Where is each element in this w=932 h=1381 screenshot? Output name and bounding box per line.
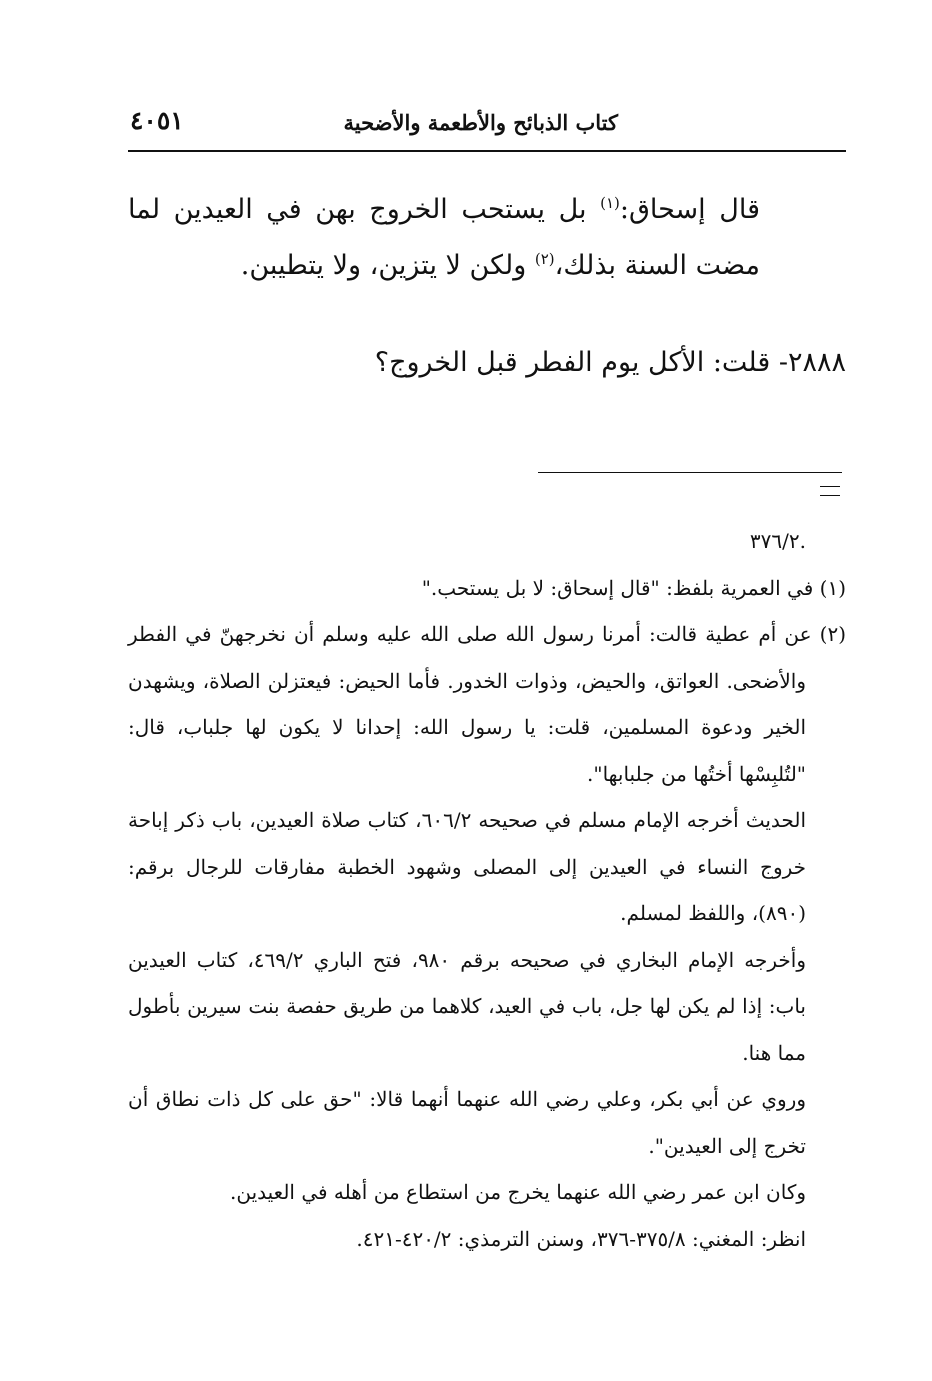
running-title: كتاب الذبائح والأطعمة والأضحية: [343, 110, 618, 135]
paragraph-part-2: بل يستحب الخروج بهن في العيدين لما مضت السنة بذلك،: [128, 194, 760, 281]
footnote-2-paragraph-5: وكان ابن عمر رضي الله عنهما يخرج من استطاع من أهله في العيدين.: [229, 1180, 806, 1204]
footnote-1: [128, 565, 846, 612]
footnote-2-label: (٢): [819, 622, 846, 646]
header-rule: [128, 150, 846, 152]
footnote-1-text: في العمرية بلفظ: "قال إسحاق: لا بل يستحب.": [421, 575, 814, 600]
footnote-2-paragraph-4: وروي عن أبي بكر، وعلي رضي الله عنهما أنهما قالا: "حق على كل ذات نطاق أن تخرج إلى العيدين".: [128, 1087, 807, 1158]
page-number: ٤٠٥١: [130, 106, 184, 135]
footnote-continuation: .٣٧٦/٢: [749, 529, 806, 553]
page-header: [128, 104, 846, 148]
footnote-ref-2: (٢): [534, 250, 555, 268]
footnotes: [128, 518, 846, 1262]
footnote-1-label: (١): [819, 575, 846, 600]
main-paragraph: [128, 182, 846, 294]
paragraph-part-3: ولكن لا يتزين، ولا يتطيبن.: [240, 250, 535, 281]
footnote-ref-1: (١): [600, 194, 620, 212]
main-text: [128, 182, 846, 294]
footnote-separator: [538, 472, 842, 473]
question-heading: ٢٨٨٨- قلت: الأكل يوم الفطر قبل الخروج؟: [374, 347, 846, 378]
footnote-continuation-mark: [820, 486, 840, 496]
footnote-2: [128, 611, 846, 797]
footnote-2-paragraph-2: الحديث أخرجه الإمام مسلم في صحيحه ٦٠٦/٢، كتاب صلاة العيدين، باب ذكر إباحة خروج النساء في العيدين إلى المصلى وشهود الخطبة مفارقات للرجال برقم: (٨٩٠)، واللفظ لمسلم.: [128, 808, 806, 925]
paragraph-part-1: قال إسحاق:: [619, 194, 760, 225]
footnote-2-paragraph-3: وأخرجه الإمام البخاري في صحيحه برقم ٩٨٠، فتح الباري ٤٦٩/٢، كتاب العيدين باب: إذا لم يكن لها جل، باب في العيد، كلاهما من طريق حفصة بنت سيرين بأطول مما هنا.: [128, 947, 807, 1065]
footnote-2-text: عن أم عطية قالت: أمرنا رسول الله صلى الله عليه وسلم أن نخرجهنّ في الفطر والأضحى. العواتق، والحيض، وذوات الخدور. فأما الحيض: فيعتزلن الصلاة، ويشهدن الخير ودعوة المسلمين، قلت: يا رسول الله: إحدانا لا يكون لها جلباب، قال: "لتُلبِسْها أختُها من جلبابها".: [128, 622, 812, 786]
footnote-2-paragraph-6: انظر: المغني: ٣٧٥/٨-٣٧٦، وسنن الترمذي: ٤٢٠/٢-٤٢١.: [356, 1226, 806, 1251]
